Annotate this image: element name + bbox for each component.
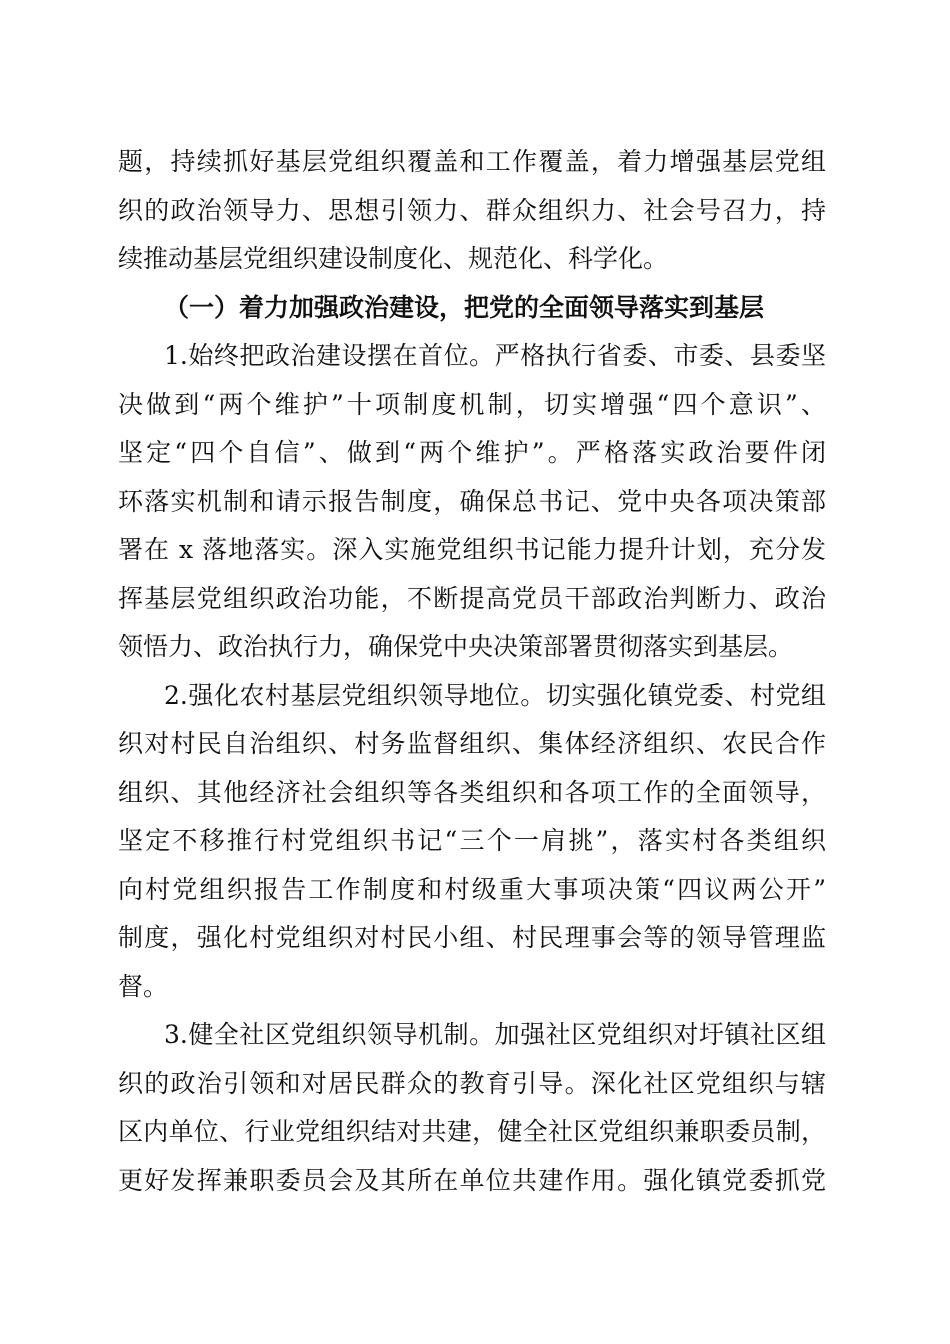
paragraph-line: 3.健全社区党组织领导机制。加强社区党组织对圩镇社区组 [164,1020,826,1049]
paragraph-line: 织的政治引领和对居民群众的教育引导。深化社区党组织与辖 [118,1068,826,1098]
paragraph-line: 题，持续抓好基层党组织覆盖和工作覆盖，着力增强基层党组 [118,147,826,176]
section-heading: （一）着力加强政治建设，把党的全面领导落实到基层 [164,292,765,322]
paragraph-line: 署在 x 落地落实。深入实施党组织书记能力提升计划，充分发 [118,535,826,564]
paragraph-line: 更好发挥兼职委员会及其所在单位共建作用。强化镇党委抓党 [118,1165,826,1195]
paragraph-line: 续推动基层党组织建设制度化、规范化、科学化。 [118,244,669,273]
paragraph-line: 领悟力、政治执行力，确保党中央决策部署贯彻落实到基层。 [118,632,794,661]
paragraph-line: 区内单位、行业党组织结对共建，健全社区党组织兼职委员制， [118,1117,826,1146]
paragraph-line: 制度，强化村党组织对村民小组、村民理事会等的领导管理监 [118,923,826,952]
paragraph-line: 坚定不移推行村党组织书记“三个一肩挑”，落实村各类组织 [118,826,826,855]
paragraph-line: 2.强化农村基层党组织领导地位。切实强化镇党委、村党组 [164,680,826,710]
paragraph-line: 组织、其他经济社会组织等各类组织和各项工作的全面领导， [118,777,826,807]
paragraph-line: 向村党组织报告工作制度和村级重大事项决策“四议两公开” [118,874,826,904]
paragraph-line: 织对村民自治组织、村务监督组织、集体经济组织、农民合作 [118,729,826,758]
paragraph-line: 督。 [118,971,169,1001]
paragraph-line: 环落实机制和请示报告制度，确保总书记、党中央各项决策部 [118,486,826,516]
paragraph-line: 1.始终把政治建设摆在首位。严格执行省委、市委、县委坚 [164,341,826,370]
document-body [118,138,826,1205]
paragraph-line: 挥基层党组织政治功能，不断提高党员干部政治判断力、政治 [118,583,826,613]
paragraph-line: 坚定“四个自信”、做到“两个维护”。严格落实政治要件闭 [118,438,826,467]
paragraph-line: 决做到“两个维护”十项制度机制，切实增强“四个意识”、 [118,389,826,419]
paragraph-line: 织的政治领导力、思想引领力、群众组织力、社会号召力，持 [118,195,826,225]
